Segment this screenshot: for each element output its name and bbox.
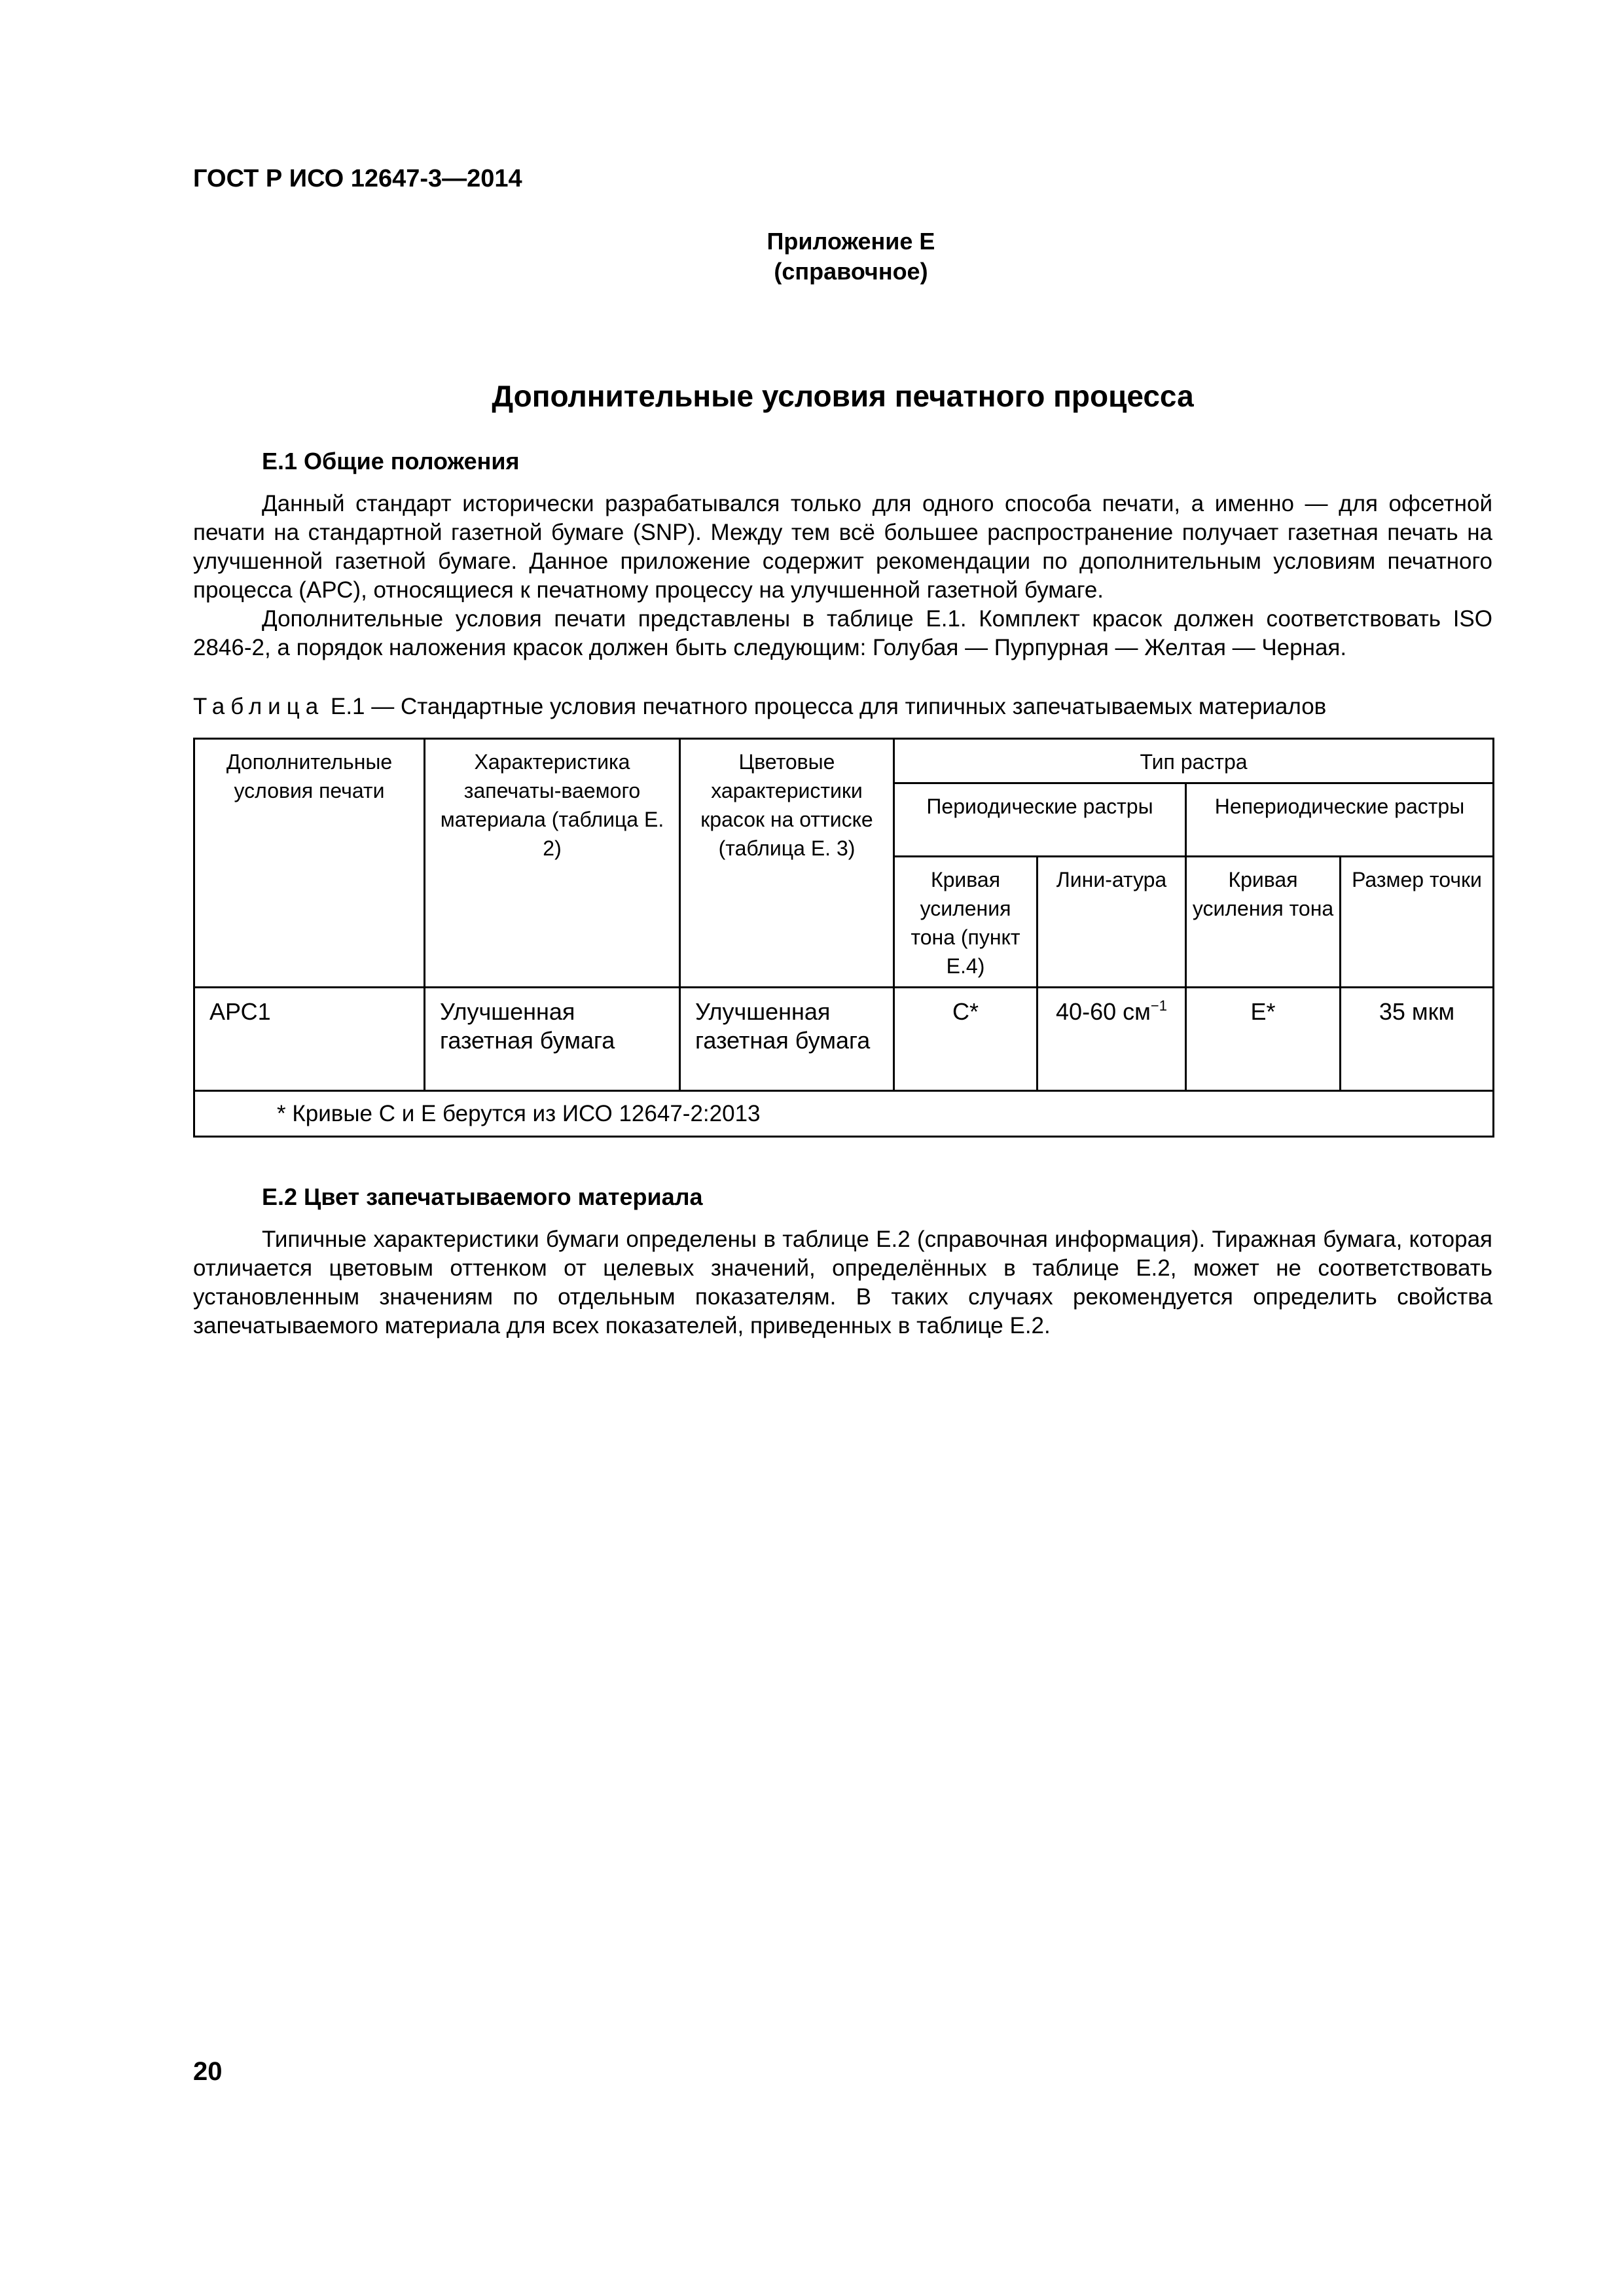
- paragraph: Данный стандарт исторически разрабатывался только для одного способа печати, а именно — для офсетной печати на стандартной газетной бумаге (SNP). Между тем всё большее распространение получает газетная печать на улучшенной газетной бумаге. Данное приложение содержит рекомендации по дополнительным условиям печатного процесса (АРС), относящиеся к печатному процессу на улучшенной газетной бумаге.: [193, 491, 1492, 603]
- cell-substrate: Улучшенная газетная бумага: [425, 988, 680, 1091]
- page-number: 20: [193, 2057, 223, 2086]
- annex-heading: [655, 226, 1047, 287]
- cell-tvi-curve-periodic: C*: [894, 988, 1038, 1091]
- header-periodic: Периодические растры: [894, 783, 1186, 857]
- header-screen-ruling: Лини-атура: [1038, 857, 1186, 988]
- table-row: [194, 988, 1494, 1091]
- annex-status: (справочное): [774, 258, 928, 285]
- screen-ruling-value: 40-60 см: [1056, 998, 1151, 1025]
- document-header: ГОСТ Р ИСО 12647-3—2014: [193, 165, 522, 192]
- table-caption-label: Таблица: [193, 694, 325, 719]
- cell-dot-size: 35 мкм: [1341, 988, 1494, 1091]
- header-ink-color: Цветовые характеристики красок на оттиске (таблица Е. 3): [680, 739, 894, 988]
- section-heading-e1: Е.1 Общие положения: [262, 448, 520, 475]
- cell-ink-color: Улучшенная газетная бумага: [680, 988, 894, 1091]
- header-conditions: Дополнительные условия печати: [194, 739, 425, 988]
- cell-tvi-curve-nonperiodic: E*: [1186, 988, 1341, 1091]
- header-substrate: Характеристика запечаты-ваемого материала (таблица Е. 2): [425, 739, 680, 988]
- annex-label: Приложение Е: [767, 228, 935, 255]
- paragraph: Дополнительные условия печати представлены в таблице Е.1. Комплект красок должен соответствовать ISO 2846-2, а порядок наложения красок должен быть следующим: Голубая — Пурпурная — Желтая — Черная.: [193, 606, 1492, 660]
- conditions-table: [193, 738, 1494, 1138]
- screen-ruling-exponent: −1: [1150, 997, 1167, 1014]
- table-caption: [193, 694, 1326, 720]
- section-body-e1: [193, 490, 1492, 662]
- cell-conditions: АРС1: [194, 988, 425, 1091]
- table-footnote: * Кривые С и Е берутся из ИСО 12647-2:2013: [194, 1091, 1494, 1137]
- section-heading-e2: Е.2 Цвет запечатываемого материала: [262, 1183, 703, 1210]
- header-screen-type: Тип растра: [894, 739, 1494, 783]
- header-dot-size: Размер точки: [1341, 857, 1494, 988]
- table-caption-text: Е.1 — Стандартные условия печатного процесса для типичных запечатываемых материалов: [330, 694, 1327, 719]
- page-title: Дополнительные условия печатного процесса: [492, 379, 1194, 413]
- paragraph: Типичные характеристики бумаги определены в таблице Е.2 (справочная информация). Тиражная бумага, которая отличается цветовым оттенком от целевых значений, определённых в таблице Е.2, может не соответствовать установленным значениям по отдельным показателям. В таких случаях рекомендуется определить свойства запечатываемого материала для всех показателей, приведенных в таблице Е.2.: [193, 1227, 1492, 1338]
- header-nonperiodic: Непериодические растры: [1186, 783, 1494, 857]
- section-body-e2: [193, 1225, 1492, 1340]
- cell-screen-ruling: [1038, 988, 1186, 1091]
- header-tvi-curve-periodic: Кривая усиления тона (пункт Е.4): [894, 857, 1038, 988]
- header-tvi-curve-nonperiodic: Кривая усиления тона: [1186, 857, 1341, 988]
